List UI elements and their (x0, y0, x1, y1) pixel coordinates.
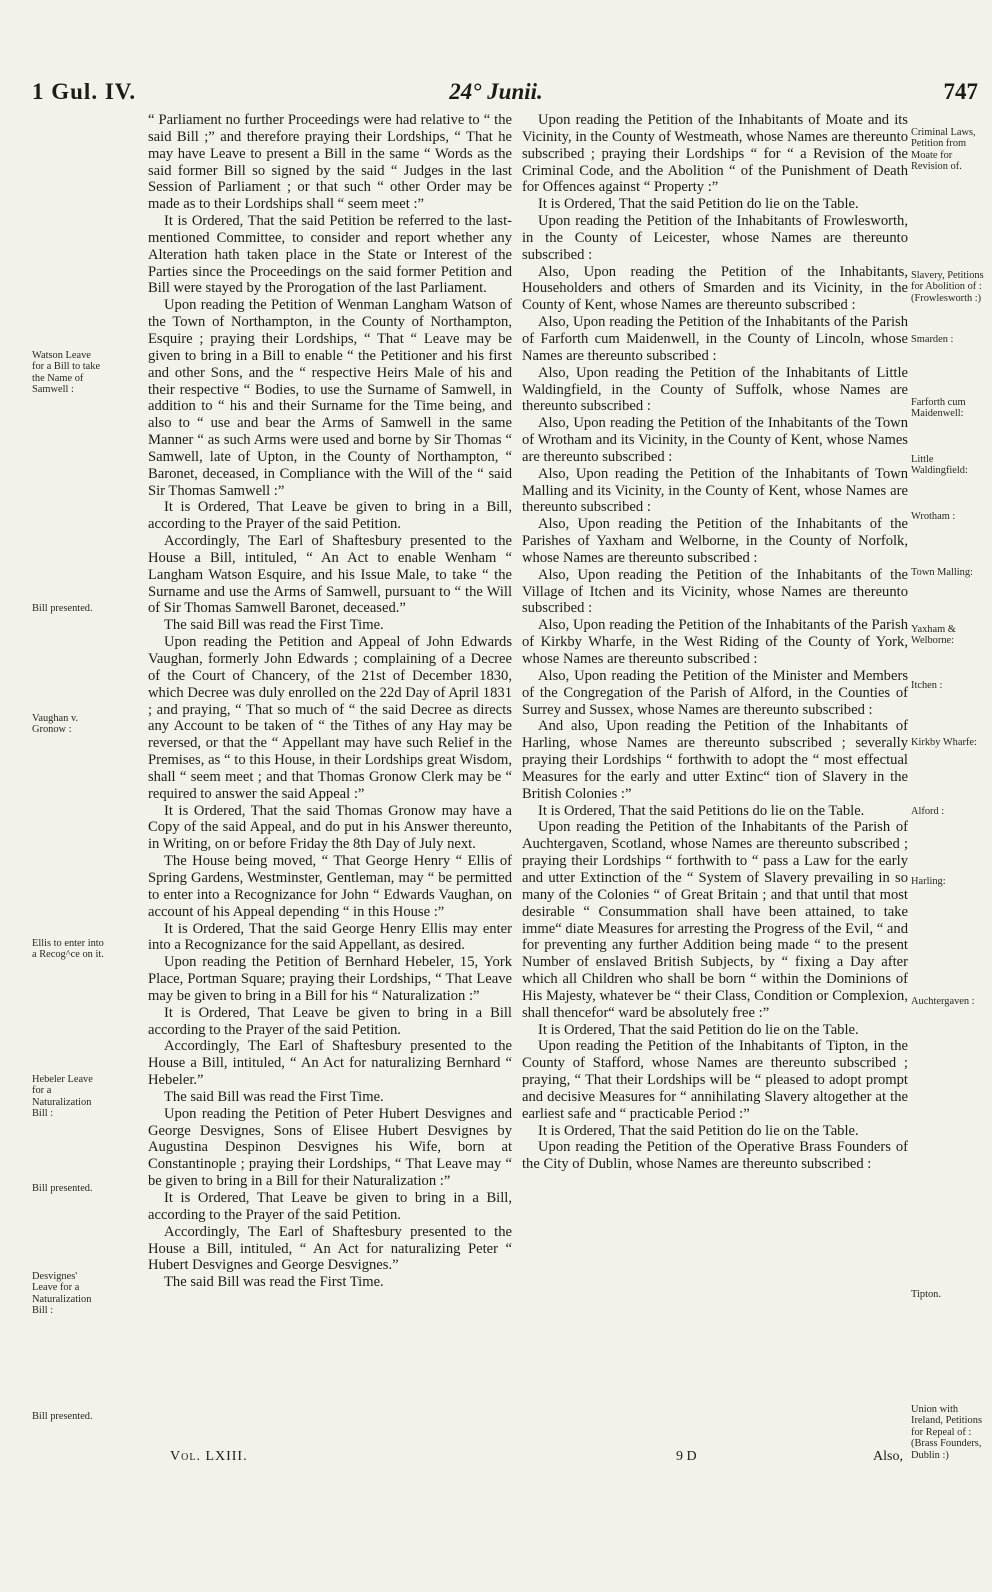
margin-note-desvignes-leave: Desvignes' Leave for a Naturalization Bill : (32, 1271, 92, 1317)
order-gronow-answer: It is Ordered, That the said Thomas Gronow may have a Copy of the said Appeal, and do put in his Answer thereunto, in Writing, on or before Friday the 8th Day of July next. (148, 802, 512, 853)
order-auchtergaven-lie-on-table: It is Ordered, That the said Petition do lie on the Table. (538, 1021, 859, 1038)
margin-note-bill-presented: Bill presented. (32, 1411, 93, 1422)
margin-note-bill-presented: Bill presented. (32, 603, 93, 614)
order-moate-lie-on-table: It is Ordered, That the said Petition do lie on the Table. (538, 196, 859, 213)
margin-note-union-with-ireland: Union with Ireland, Petitions for Repeal of : (Brass Founders, Dublin :) (911, 1404, 982, 1461)
margin-note-town-malling: Town Malling: (911, 567, 973, 578)
margin-note-criminal-laws: Criminal Laws, Petition from Moate for Revision of. (911, 127, 976, 173)
paragraph-kirkby-wharfe-petition: Also, Upon reading the Petition of the Inhabitants of the Parish of Kirkby Wharfe, in the West Riding of the County of York, whose Names are thereunto subscribed : (522, 617, 908, 667)
margin-note-slavery-frowlesworth: Slavery, Petitions for Abolition of : (Frowlesworth :) (911, 270, 984, 304)
paragraph-hebeler-petition: Upon reading the Petition of Bernhard Hebeler, 15, York Place, Portman Square; praying their Lordships, “ That Leave may be given to bring in a Bill for his “ Naturalization :” (148, 954, 512, 1004)
footer-catchword: Also, (873, 1449, 903, 1464)
order-watson-leave: It is Ordered, That Leave be given to bring in a Bill, according to the Prayer of the said Petition. (148, 499, 512, 533)
order-ellis-recognizance: It is Ordered, That the said George Henry Ellis may enter into a Recognizance for the said Appellant, as desired. (148, 920, 512, 954)
running-head-regnal-year: 1 Gul. IV. (32, 79, 137, 104)
paragraph-watson-prior-bill: “ Parliament no further Proceedings were had relative to “ the said Bill ;” and therefore praying their Lordships, “ That he may have Leave to present a Bill in the same “ Words as the said former Bill so signed by the said “ Judges in the last Session of Parliament ; or that such “ other Order may be made as to their Lordships shall “ seem meet :” (148, 112, 512, 213)
hebeler-first-reading: The said Bill was read the First Time. (164, 1088, 384, 1105)
margin-note-little-waldingfield: Little Waldingfield: (911, 454, 968, 477)
paragraph-moate-petition: Upon reading the Petition of the Inhabitants of Moate and its Vicinity, in the County of Westmeath, whose Names are thereunto subscribed ; praying their Lordships “ for “ a Revision of the Criminal Code, and the Abolition “ of the Punishment of Death for Offences against “ Property :” (522, 112, 908, 196)
paragraph-waldingfield-petition: Also, Upon reading the Petition of the Inhabitants of Little Waldingfield, in the County of Suffolk, whose Names are thereunto subscribed : (522, 364, 908, 415)
paragraph-ellis-motion: The House being moved, “ That George Henry “ Ellis of Spring Gardens, Westminster, Gentleman, may “ be permitted to enter into a Recognizance for John “ Edwards Vaughan, on account of his Appeal depending “ in this House :” (148, 853, 512, 920)
margin-note-tipton: Tipton. (911, 1289, 941, 1300)
paragraph-watson-petition: Upon reading the Petition of Wenman Langham Watson of the Town of Northampton, in the County of Northampton, Esquire ; praying their Lordships, “ That “ Leave may be given to bring in a Bill to enable “ the Petitioner and his first and other Sons, and the “ respective Heirs Male of his and their respective “ Bodies, to use the Surname of Samwell, in addition to “ his and their Surname for the Time being, and also to “ use and bear the Arms of Samwell in the same Manner “ as such Arms were used and borne by Sir Thomas “ Samwell, late of Upton, in the County of Northampton, “ Baronet, deceased, in Compliance with the Will of the “ said Sir Thomas Samwell :” (148, 297, 512, 499)
desvignes-first-reading: The said Bill was read the First Time. (164, 1274, 384, 1291)
page-number: 747 (943, 79, 978, 104)
paragraph-desvignes-bill-presented: Accordingly, The Earl of Shaftesbury presented to the House a Bill, intituled, “ An Act for naturalizing Peter “ Hubert Desvignes and George Desvignes.” (148, 1223, 512, 1274)
order-refer-committee: It is Ordered, That the said Petition be referred to the last-mentioned Committee, to consider and report whether any Alteration hath taken place in the State or Interest of the Parties since the Proceedings on the said former Petition and Bill were stayed by the Prorogation of the last Parliament. (148, 213, 512, 297)
paragraph-alford-petition: Also, Upon reading the Petition of the Minister and Members of the Congregation of the Parish of Alford, in the Counties of Surrey and Sussex, whose Names are thereunto subscribed : (522, 667, 908, 718)
left-column (148, 112, 512, 1291)
margin-note-harling: Harling: (911, 876, 946, 887)
paragraph-smarden-petition: Also, Upon reading the Petition of the Inhabitants, Householders and others of Smarden and its Vicinity, in the County of Kent, whose Names are thereunto subscribed : (522, 263, 908, 314)
footer-signature-mark: 9 D (676, 1449, 697, 1464)
margin-note-watson-leave: Watson Leave for a Bill to take the Name of Samwell : (32, 350, 101, 396)
paragraph-yaxham-petition: Also, Upon reading the Petition of the Inhabitants of the Parishes of Yaxham and Welborne, in the County of Norfolk, whose Names are thereunto subscribed : (522, 516, 908, 566)
paragraph-wrotham-petition: Also, Upon reading the Petition of the Inhabitants of the Town of Wrotham and its Vicinity, in the County of Kent, whose Names are thereunto subscribed : (522, 415, 908, 465)
paragraph-hebeler-bill-presented: Accordingly, The Earl of Shaftesbury presented to the House a Bill, intituled, “ An Act for naturalizing Bernhard “ Hebeler.” (148, 1038, 512, 1089)
margin-note-farforth: Farforth cum Maidenwell: (911, 397, 966, 420)
margin-note-smarden: Smarden : (911, 334, 954, 345)
margin-note-bill-presented: Bill presented. (32, 1183, 93, 1194)
margin-note-kirkby-wharfe: Kirkby Wharfe: (911, 737, 977, 748)
margin-note-ellis-recognizance: Ellis to enter into a Recog^ce on it. (32, 938, 104, 961)
footer-volume: Vol. LXIII. (170, 1449, 248, 1464)
margin-note-yaxham-welborne: Yaxham & Welborne: (911, 624, 956, 647)
order-desvignes-leave: It is Ordered, That Leave be given to bring in a Bill, according to the Prayer of the said Petition. (148, 1190, 512, 1223)
paragraph-harling-petition: And also, Upon reading the Petition of the Inhabitants of Harling, whose Names are thereunto subscribed ; severally praying their Lordships “ forthwith to adopt the “ most effectual Measures for the early and utter Extinc“ tion of Slavery in the British Colonies :” (522, 718, 908, 802)
paragraph-town-malling-petition: Also, Upon reading the Petition of the Inhabitants of Town Malling and its Vicinity, in the County of Kent, whose Names are thereunto subscribed : (522, 465, 908, 516)
order-hebeler-leave: It is Ordered, That Leave be given to bring in a Bill according to the Prayer of the said Petition. (148, 1004, 512, 1038)
paragraph-frowlesworth-petition: Upon reading the Petition of the Inhabitants of Frowlesworth, in the County of Leicester, whose Names are thereunto subscribed : (522, 213, 908, 263)
paragraph-tipton-petition: Upon reading the Petition of the Inhabitants of Tipton, in the County of Stafford, whose Names are thereunto subscribed ; praying, “ That their Lordships will be “ pleased to adopt prompt and decisive Measures for “ annihilating Slavery altogether at the earliest safe and “ practicable Period :” (522, 1038, 908, 1122)
order-tipton-lie-on-table: It is Ordered, That the said Petition do lie on the Table. (538, 1122, 859, 1139)
margin-note-vaughan-gronow: Vaughan v. Gronow : (32, 713, 79, 736)
margin-note-alford: Alford : (911, 806, 945, 817)
order-slavery-petitions-lie-on-table: It is Ordered, That the said Petitions do lie on the Table. (538, 802, 865, 819)
margin-note-wrotham: Wrotham : (911, 511, 956, 522)
margin-note-itchen: Itchen : (911, 680, 943, 691)
paragraph-desvignes-petition: Upon reading the Petition of Peter Hubert Desvignes and George Desvignes, Sons of Elisee Hubert Desvignes by Augustina Despinon Desvignes his Wife, born at Constantinople ; praying their Lordships, “ That Leave may “ be given to bring in a Bill for their Naturalization :” (148, 1105, 512, 1190)
margin-note-hebeler-leave: Hebeler Leave for a Naturalization Bill : (32, 1074, 93, 1120)
running-head-date: 24° Junii. (449, 79, 543, 104)
paragraph-vaughan-appeal: Upon reading the Petition and Appeal of John Edwards Vaughan, formerly John Edwards ; complaining of a Decree of the Court of Chancery, of the 21st of December 1830, which Decree was duly enrolled on the 22d Day of April 1831 ; and praying, “ That so much of “ the said Decree as directs any Account to be taken of “ the Tithes of any Hay may be reversed, or that the “ Appellant may have such Relief in the Premises, as “ to this House, in their Lordships great Wisdom, shall “ seem meet ; and that Thomas Gronow Clerk may be “ required to answer the said Appeal :” (148, 634, 512, 802)
watson-first-reading: The said Bill was read the First Time. (164, 617, 384, 634)
paragraph-farforth-petition: Also, Upon reading the Petition of the Inhabitants of the Parish of Farforth cum Maidenwell, in the County of Lincoln, whose Names are thereunto subscribed : (522, 314, 908, 364)
paragraph-dublin-brass-founders-petition: Upon reading the Petition of the Operative Brass Founders of the City of Dublin, whose Names are thereunto subscribed : (522, 1139, 908, 1173)
margin-note-auchtergaven: Auchtergaven : (911, 996, 975, 1007)
paragraph-itchen-petition: Also, Upon reading the Petition of the Inhabitants of the Village of Itchen and its Vicinity, whose Names are thereunto subscribed : (522, 566, 908, 617)
right-column (522, 112, 908, 1173)
paragraph-watson-bill-presented: Accordingly, The Earl of Shaftesbury presented to the House a Bill, intituled, “ An Act to enable Wenham “ Langham Watson Esquire, and his Issue Male, to take “ the Surname and use the Arms of Samwell, pursuant to “ the Will of Sir Thomas Samwell Baronet, deceased.” (148, 533, 512, 617)
paragraph-auchtergaven-petition: Upon reading the Petition of the Inhabitants of the Parish of Auchtergaven, Scotland, whose Names are thereunto subscribed ; praying their Lordships “ forthwith to “ pass a Law for the early and utter Extinction of the “ System of Slavery prevailing in so many of the Colonies “ of Great Britain ; and that until that most desirable “ Consummation shall have been attained, to take imme“ diate Measures for arresting the Progress of the Evil, “ and for preventing any further Addition being made “ to the present Number of enslaved British Subjects, by “ fixing a Day after which all Children who shall be born “ within the Dominions of His Majesty, whatever be “ their Class, Condition or Complexion, shall thencefor“ ward be absolutely free :” (522, 819, 908, 1021)
